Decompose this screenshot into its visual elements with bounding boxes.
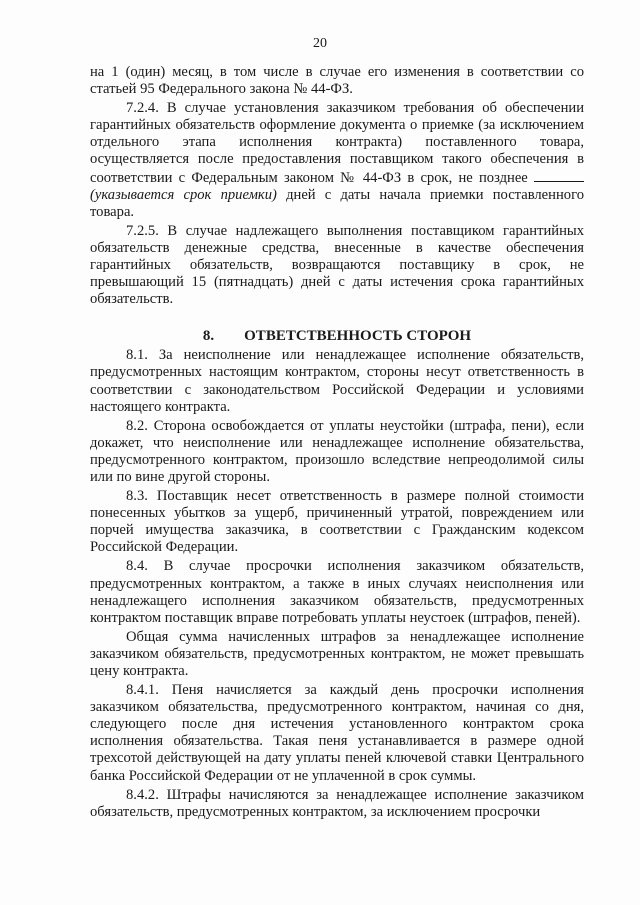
paragraph-7-2-4-text: 7.2.4. В случае установления заказчиком требования об обеспечении гарантийных обязательств оформление документа о приемке (за исключением отдельного этапа исполнения контракта) поставленного товара, осуществляется после предоставления поставщиком такого обеспечения в соответствии с Федеральным законом № 44-ФЗ в срок, не позднее — [90, 100, 584, 186]
paragraph-8-4-2: 8.4.2. Штрафы начисляются за ненадлежащее исполнение заказчиком обязательств, предусмотренных контрактом, за исключением просрочки — [90, 786, 584, 820]
paragraph-8-4-1: 8.4.1. Пеня начисляется за каждый день просрочки исполнения заказчиком обязательства, предусмотренного контрактом, начиная со дня, следующего после дня истечения установленного контрактом срока исполнения обязательства. Такая пеня устанавливается в размере одной трехсотой действующей на дату уплаты пеней ключевой ставки Центрального банка Российской Федерации от не уплаченной в срок суммы. — [90, 682, 584, 784]
blank-line — [534, 169, 584, 182]
paragraph-8-3: 8.3. Поставщик несет ответственность в размере полной стоимости понесенных убытков за ущерб, причиненный утратой, повреждением или порчей имущества заказчика, в соответствии с Гражданским кодексом Российской Федерации. — [90, 488, 584, 556]
paragraph-8-1: 8.1. За неисполнение или ненадлежащее исполнение обязательств, предусмотренных настоящим контрактом, стороны несут ответственность в соответствии с законодательством Российской Федерации и условиями настоящего контракта. — [90, 347, 584, 415]
paragraph-7-2-5: 7.2.5. В случае надлежащего выполнения поставщиком гарантийных обязательств денежные средства, внесенные в качестве обеспечения гарантийных обязательств, возвращаются поставщику в срок, не превышающий 15 (пятнадцать) дней с даты истечения срока гарантийных обязательств. — [90, 222, 584, 308]
paragraph-7-2-4 — [90, 100, 584, 221]
page-number: 20 — [313, 36, 327, 51]
paragraph-7-2-4-italic: (указывается срок приемки) — [90, 186, 277, 203]
paragraph-7-2-4-end: дней с даты начала приемки поставленного товара. — [90, 186, 584, 220]
paragraph-8-4-total: Общая сумма начисленных штрафов за ненадлежащее исполнение заказчиком обязательств, предусмотренных контрактом, не может превышать цену контракта. — [90, 628, 584, 679]
section-number: 8. — [202, 328, 215, 345]
paragraph-8-4: 8.4. В случае просрочки исполнения заказчиком обязательств, предусмотренных контрактом, а также в иных случаях неисполнения или ненадлежащего исполнения заказчиком обязательств, предусмотренных контрактом поставщик вправе потребовать уплаты неустоек (штрафов, пеней). — [90, 558, 584, 626]
section-heading — [90, 328, 584, 345]
section-title: ОТВЕТСТВЕННОСТЬ СТОРОН — [244, 328, 472, 345]
document-body — [90, 64, 584, 821]
paragraph-continuation: на 1 (один) месяц, в том числе в случае его изменения в соответствии со статьей 95 Федерального закона № 44-ФЗ. — [90, 64, 584, 98]
paragraph-8-2: 8.2. Сторона освобождается от уплаты неустойки (штрафа, пени), если докажет, что неисполнение или ненадлежащее исполнение обязательства, предусмотренного контрактом, произошло вследствие непреодолимой силы или по вине другой стороны. — [90, 417, 584, 485]
